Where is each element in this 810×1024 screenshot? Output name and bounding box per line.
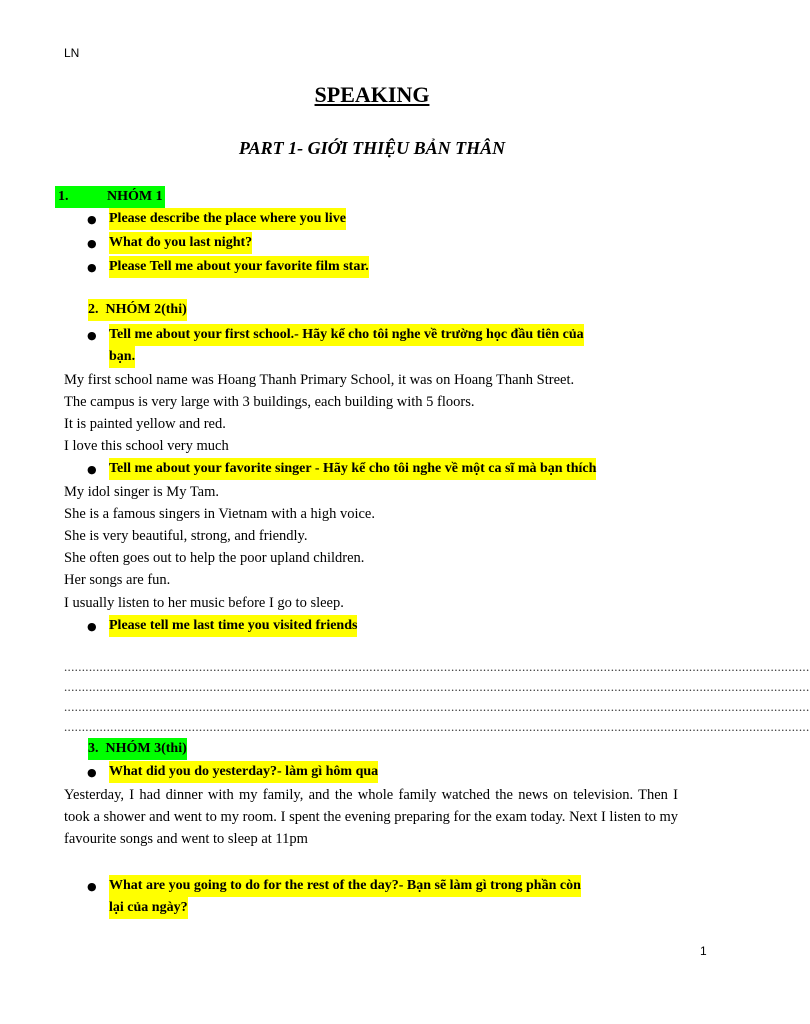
group2-question-1-line-2: bạn. bbox=[109, 346, 135, 368]
group3-answer-1: Yesterday, I had dinner with my family, and the whole family watched the news on television. Then I took a shower and went to my room. I spent the evening preparing for the exam today. Next I listen to my favourite songs and went to sleep at 11pm bbox=[64, 787, 678, 847]
group1-question-1: Please describe the place where you live bbox=[109, 208, 346, 230]
answer-blank-line[interactable]: .................................................................................................................................................................................................................. bbox=[64, 659, 810, 674]
group2-question-2: Tell me about your favorite singer - Hãy kể cho tôi nghe về một ca sĩ mà bạn thích bbox=[109, 458, 596, 480]
group2-answer-2-line: Her songs are fun. bbox=[64, 572, 171, 588]
bullet-icon: ● bbox=[87, 620, 97, 633]
bullet-icon: ● bbox=[87, 463, 97, 476]
page-number: 1 bbox=[700, 944, 707, 958]
group2-answer-2-line: She is very beautiful, strong, and friendly. bbox=[64, 528, 308, 544]
page-subtitle: PART 1- GIỚI THIỆU BẢN THÂN bbox=[238, 138, 506, 158]
group2-question-3: Please tell me last time you visited friends bbox=[109, 615, 357, 637]
group1-heading: NHÓM 1 bbox=[107, 186, 165, 208]
group2-question-1-line-1: Tell me about your first school.- Hãy kể cho tôi nghe về trường học đầu tiên của bbox=[109, 324, 584, 346]
bullet-icon: ● bbox=[87, 880, 97, 893]
bullet-icon: ● bbox=[87, 329, 97, 342]
group1-number: 1. bbox=[55, 186, 108, 208]
header-initials: LN bbox=[64, 46, 80, 60]
group3-question-1: What did you do yesterday?- làm gì hôm qua bbox=[109, 761, 378, 783]
group2-answer-1-line: It is painted yellow and red. bbox=[64, 416, 226, 432]
group1-question-3: Please Tell me about your favorite film star. bbox=[109, 256, 369, 278]
group2-answer-2-line: I usually listen to her music before I go to sleep. bbox=[64, 595, 344, 611]
group3-heading bbox=[88, 738, 187, 760]
group2-label: NHÓM 2(thi) bbox=[105, 302, 187, 317]
bullet-icon: ● bbox=[87, 766, 97, 779]
group3-number: 3. bbox=[88, 741, 99, 756]
group3-label: NHÓM 3(thi) bbox=[105, 741, 187, 756]
answer-blank-line[interactable]: .................................................................................................................................................................................................................. bbox=[64, 719, 810, 734]
group1-question-2: What đo you last night? bbox=[109, 232, 252, 254]
bullet-icon: ● bbox=[87, 261, 97, 274]
group2-answer-2-line: She is a famous singers in Vietnam with a high voice. bbox=[64, 506, 375, 522]
group2-answer-1-line: My first school name was Hoang Thanh Primary School, it was on Hoang Thanh Street. bbox=[64, 372, 575, 388]
group2-heading bbox=[88, 299, 187, 321]
page-title: SPEAKING bbox=[314, 82, 430, 107]
group2-answer-2-line: She often goes out to help the poor upland children. bbox=[64, 550, 365, 566]
answer-blank-line[interactable]: .................................................................................................................................................................................................................. bbox=[64, 699, 810, 714]
group2-answer-1-line: The campus is very large with 3 buildings, each building with 5 floors. bbox=[64, 394, 475, 410]
group2-number: 2. bbox=[88, 302, 99, 317]
bullet-icon: ● bbox=[87, 213, 97, 226]
group2-answer-2-line: My idol singer is My Tam. bbox=[64, 484, 219, 500]
group2-answer-1-line: I love this school very much bbox=[64, 438, 229, 454]
group3-question-2-line-2: lại của ngày? bbox=[109, 897, 188, 919]
bullet-icon: ● bbox=[87, 237, 97, 250]
answer-blank-line[interactable]: .................................................................................................................................................................................................................. bbox=[64, 679, 810, 694]
group3-question-2-line-1: What are you going to do for the rest of the day?- Bạn sẽ làm gì trong phần còn bbox=[109, 875, 581, 897]
